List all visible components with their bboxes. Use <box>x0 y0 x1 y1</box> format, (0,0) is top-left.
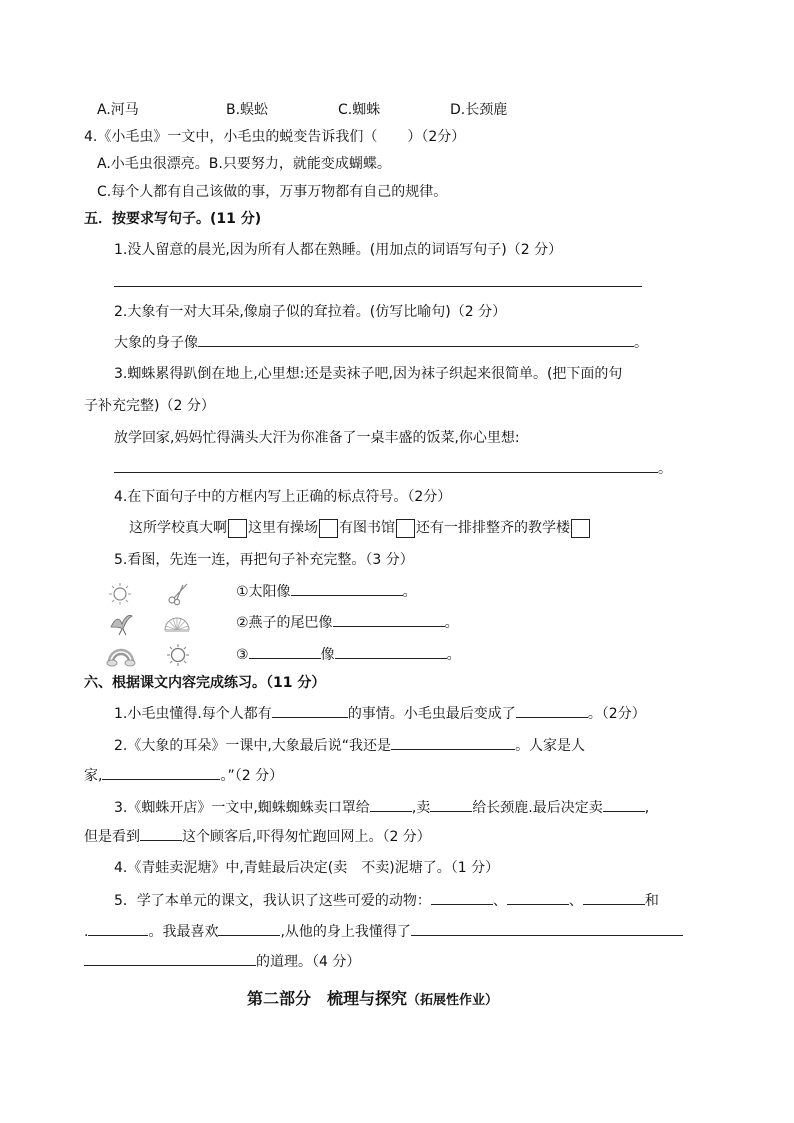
s6-q5-d: ,从他的身上我懂得了 <box>280 924 411 940</box>
q4-option-ab: A.小毛虫很漂亮。B.只要努力，就能变成蝴蝶。 <box>97 156 391 172</box>
s5-q3-prompt: 放学回家,妈妈忙得满头大汗为你准备了一桌丰盛的饭菜,你心里想: <box>114 430 520 446</box>
s6-q3-blank4[interactable] <box>140 826 182 841</box>
section5-title: 五．按要求写句子。(11 分) <box>84 211 262 227</box>
s5-q3-answer-row <box>114 458 672 478</box>
s6-q3-line2 <box>84 826 431 846</box>
q4-stem <box>84 127 465 147</box>
option-b: B.蜈蚣 <box>226 102 269 118</box>
s6-q5-c: 。我最喜欢 <box>148 924 219 940</box>
option-d: D.长颈鹿 <box>450 102 508 118</box>
punctuation-box-4[interactable] <box>571 519 590 538</box>
period: 。 <box>402 584 417 600</box>
s5-q5-l3-num: ③ <box>236 647 249 663</box>
s5-q3-line2: 子补充完整)（2 分） <box>84 398 215 414</box>
s6-q2-blank2[interactable] <box>102 765 220 780</box>
s5-q1-answer-line[interactable] <box>114 286 642 287</box>
s5-q5-l2-blank[interactable] <box>333 612 445 627</box>
s5-q4: 4.在下面句子中的方框内写上正确的标点符号。（2分） <box>114 489 452 505</box>
period: 。 <box>446 647 461 663</box>
s6-q2-b: 。人家是人 <box>515 738 586 754</box>
s6-q3-f: 这个顾客后,吓得匆忙跑回网上。（2 分） <box>182 829 431 845</box>
s5-q2-prefix: 大象的身子像 <box>114 335 198 351</box>
s6-q2-blank1[interactable] <box>391 735 515 750</box>
s6-q2-d: 。”（2 分） <box>220 768 284 784</box>
s6-q2-line1 <box>114 735 585 755</box>
s5-q4-part1: 这所学校真大啊 <box>129 520 227 536</box>
s6-q5-sep2: 、 <box>568 893 583 909</box>
s6-q3-e: 但是看到 <box>84 829 140 845</box>
s5-q2: 2.大象有一对大耳朵,像扇子似的耷拉着。(仿写比喻句)（2 分） <box>114 304 507 320</box>
s5-q3-period: 。 <box>658 461 672 477</box>
s6-q3-blank1[interactable] <box>370 797 412 812</box>
option-a: A.河马 <box>97 102 139 118</box>
part2-heading <box>247 988 498 1010</box>
s6-q5-line2 <box>84 921 683 941</box>
s5-q4-sentence <box>129 517 591 539</box>
s6-q3-c: 给长颈鹿.最后决定卖 <box>472 800 603 816</box>
s5-q5-l3-blank1[interactable] <box>249 644 321 659</box>
s6-q4: 4.《青蛙卖泥塘》中,青蛙最后决定(卖 不卖)泥塘了。（1 分） <box>114 860 500 876</box>
s6-q1-b: 的事情。小毛虫最后变成了 <box>347 706 516 722</box>
s6-q3-line1 <box>114 797 649 817</box>
q4-option-c: C.每个人都有自己该做的事，万事万物都有自己的规律。 <box>97 184 448 200</box>
period: 。 <box>444 615 459 631</box>
s6-q2-line2 <box>84 765 283 785</box>
s6-q5-line1 <box>114 890 659 910</box>
s6-q1-blank2[interactable] <box>516 703 588 718</box>
s5-q4-part4: 还有一排排整齐的教学楼 <box>416 520 570 536</box>
s6-q5-blank7[interactable] <box>84 951 256 966</box>
sun-picture <box>107 581 133 607</box>
s6-q5-blank6[interactable] <box>411 921 683 936</box>
s5-q5-line3 <box>236 644 461 664</box>
s6-q3-b: ,卖 <box>411 800 431 816</box>
s6-q5-and: 和 <box>644 893 659 909</box>
s6-q5-blank1[interactable] <box>431 890 493 905</box>
s5-q3-line1: 3.蜘蛛累得趴倒在地上,心里想:还是卖袜子吧,因为袜子织起来很简单。(把下面的句 <box>114 366 623 382</box>
s6-q1-c: 。（2分） <box>587 706 646 722</box>
s5-q5-l3-like: 像 <box>320 647 335 663</box>
s5-q3-blank[interactable] <box>114 458 658 473</box>
s6-q3-d: , <box>644 800 650 816</box>
section6-title: 六、根据课文内容完成练习。（11 分） <box>84 675 326 691</box>
s6-q5-e: 的道理。（4 分） <box>256 954 361 970</box>
s6-q5-blank3[interactable] <box>583 890 645 905</box>
punctuation-box-3[interactable] <box>396 519 415 538</box>
s6-q1-a: 1.小毛虫懂得.每个人都有 <box>114 706 272 722</box>
s6-q5-blank5[interactable] <box>218 921 280 936</box>
part2-subtitle: （拓展性作业） <box>407 993 499 1008</box>
s5-q5-l3-blank2[interactable] <box>335 644 447 659</box>
swallow-picture <box>108 610 134 636</box>
s5-q2-period: 。 <box>634 335 648 351</box>
s5-q4-part3: 有图书馆 <box>339 520 395 536</box>
s6-q5-sep1: 、 <box>492 893 507 909</box>
s6-q5-blank2[interactable] <box>507 890 569 905</box>
part2-title: 第二部分 梳理与探究 <box>247 989 408 1008</box>
s6-q2-c: 家, <box>84 768 103 784</box>
s5-q5-line1 <box>236 581 417 601</box>
s5-q2-answer-row <box>114 332 648 352</box>
s6-q3-a: 3.《蜘蛛开店》一文中,蜘蛛蜘蛛卖口罩给 <box>114 800 370 816</box>
q3-options <box>97 100 508 120</box>
scissors-picture <box>165 580 191 606</box>
rainbow-picture <box>106 642 136 668</box>
s6-q3-blank2[interactable] <box>430 797 472 812</box>
punctuation-box-2[interactable] <box>319 519 338 538</box>
s6-q5-blank4[interactable] <box>88 921 148 936</box>
s5-q2-blank[interactable] <box>198 332 634 347</box>
s6-q2-a: 2.《大象的耳朵》一课中,大象最后说“我还是 <box>114 738 392 754</box>
option-c: C.蜘蛛 <box>338 102 381 118</box>
s5-q4-part2: 这里有操场 <box>248 520 318 536</box>
s6-q1 <box>114 703 646 723</box>
s6-q3-blank3[interactable] <box>603 797 645 812</box>
s6-q5-line3 <box>84 951 360 971</box>
sun-picture-2 <box>165 642 191 668</box>
s6-q5-a: 5．学了本单元的课文，我认识了这些可爱的动物： <box>114 893 431 909</box>
s5-q5-l1-text: ①太阳像 <box>236 584 291 600</box>
s5-q5-l1-blank[interactable] <box>291 581 403 596</box>
s6-q1-blank1[interactable] <box>272 703 348 718</box>
s5-q5-l2-text: ②燕子的尾巴像 <box>236 615 333 631</box>
q4-stem-text: 4.《小毛虫》一文中，小毛虫的蜕变告诉我们（ <box>84 129 378 145</box>
s6-q5-dot: . <box>84 924 89 940</box>
s5-q1: 1.没人留意的晨光,因为所有人都在熟睡。(用加点的词语写句子)（2 分） <box>114 242 563 258</box>
s5-q5-line2 <box>236 612 459 632</box>
s5-q5: 5.看图，先连一连，再把句子补充完整。（3 分） <box>114 552 414 568</box>
punctuation-box-1[interactable] <box>228 519 247 538</box>
q4-score: ）（2分） <box>407 129 466 145</box>
fan-picture <box>162 612 192 638</box>
